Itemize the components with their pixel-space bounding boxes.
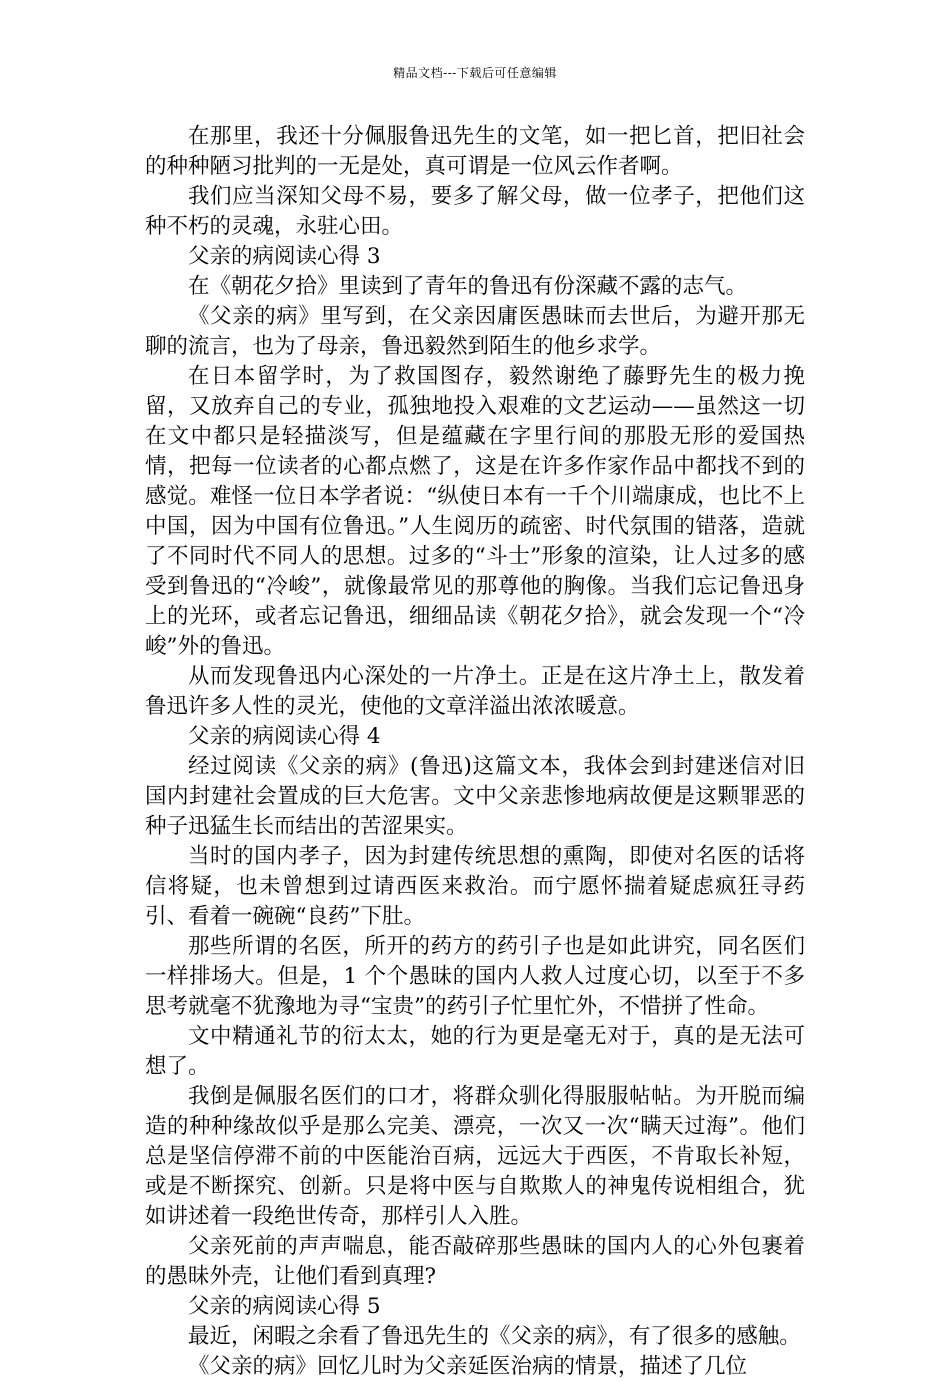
- paragraph: 在《朝花夕拾》里读到了青年的鲁迅有份深藏不露的志气。: [188, 274, 748, 299]
- paragraph: 经过阅读《父亲的病》(鲁迅)这篇文本，我体会到封建迷信对旧国内封建社会置成的巨大危害。文中父亲悲惨地病故便是这颗罪恶的种子迅猛生长而结出的苦涩果实。: [145, 754, 805, 839]
- paragraph: 我倒是佩服名医们的口才，将群众驯化得服服帖帖。为开脱而编造的种种缘故似乎是那么完美、漂亮，一次又一次“瞒天过海”。他们总是坚信停滞不前的中医能治百病，远远大于西医，不肯取长补短，或是不断探究、创新。只是将中医与自欺欺人的神鬼传说相组合，犹如讲述着一段绝世传奇，那样引人入胜。: [145, 1084, 805, 1229]
- section-heading: 父亲的病阅读心得 3: [188, 244, 381, 269]
- paragraph: 从而发现鲁迅内心深处的一片净土。正是在这片净土上，散发着鲁迅许多人性的灵光，使他的文章洋溢出浓浓暖意。: [145, 664, 805, 719]
- paragraph: 那些所谓的名医，所开的药方的药引子也是如此讲究，同名医们一样排场大。但是，1 个个愚昧的国内人救人过度心切，以至于不多思考就毫不犹豫地为寻“宝贵”的药引子忙里忙外，不惜拼了性命。: [145, 934, 805, 1019]
- paragraph: 在那里，我还十分佩服鲁迅先生的文笔，如一把匕首，把旧社会的种种陋习批判的一无是处，真可谓是一位风云作者啊。: [145, 124, 805, 179]
- paragraph: 父亲死前的声声喘息，能否敲碎那些愚昧的国内人的心外包裹着的愚昧外壳，让他们看到真理?: [145, 1234, 805, 1289]
- paragraph: 最近，闲暇之余看了鲁迅先生的《父亲的病》，有了很多的感触。: [188, 1324, 801, 1349]
- paragraph: 文中精通礼节的衍太太，她的行为更是毫无对于，真的是无法可想了。: [145, 1024, 805, 1079]
- paragraph: 《父亲的病》里写到，在父亲因庸医愚昧而去世后，为避开那无聊的流言，也为了母亲，鲁迅毅然到陌生的他乡求学。: [145, 304, 805, 359]
- page-header: 精品文档---下载后可任意编辑: [393, 66, 557, 80]
- paragraph: 当时的国内孝子，因为封建传统思想的熏陶，即使对名医的话将信将疑，也未曾想到过请西医来救治。而宁愿怀揣着疑虑疯狂寻药引、看着一碗碗“良药”下肚。: [145, 844, 805, 929]
- section-heading: 父亲的病阅读心得 4: [188, 724, 381, 749]
- section-heading: 父亲的病阅读心得 5: [188, 1294, 381, 1319]
- document-body: [145, 122, 805, 1382]
- paragraph: 在日本留学时，为了救国图存，毅然谢绝了藤野先生的极力挽留，又放弃自己的专业，孤独地投入艰难的文艺运动——虽然这一切在文中都只是轻描淡写，但是蕴藏在字里行间的那股无形的爱国热情，把每一位读者的心都点燃了，这是在许多作家作品中都找不到的感觉。难怪一位日本学者说：“纵使日本有一千个川端康成，也比不上中国，因为中国有位鲁迅。”人生阅历的疏密、时代氛围的错落，造就了不同时代不同人的思想。过多的“斗士”形象的渲染，让人过多的感受到鲁迅的“冷峻”，就像最常见的那尊他的胸像。当我们忘记鲁迅身上的光环，或者忘记鲁迅，细细品读《朝花夕拾》，就会发现一个“冷峻”外的鲁迅。: [145, 364, 805, 659]
- paragraph: 我们应当深知父母不易，要多了解父母，做一位孝子，把他们这种不朽的灵魂，永驻心田。: [145, 184, 805, 239]
- paragraph: 《父亲的病》回忆儿时为父亲延医治病的情景，描述了几位: [188, 1354, 748, 1379]
